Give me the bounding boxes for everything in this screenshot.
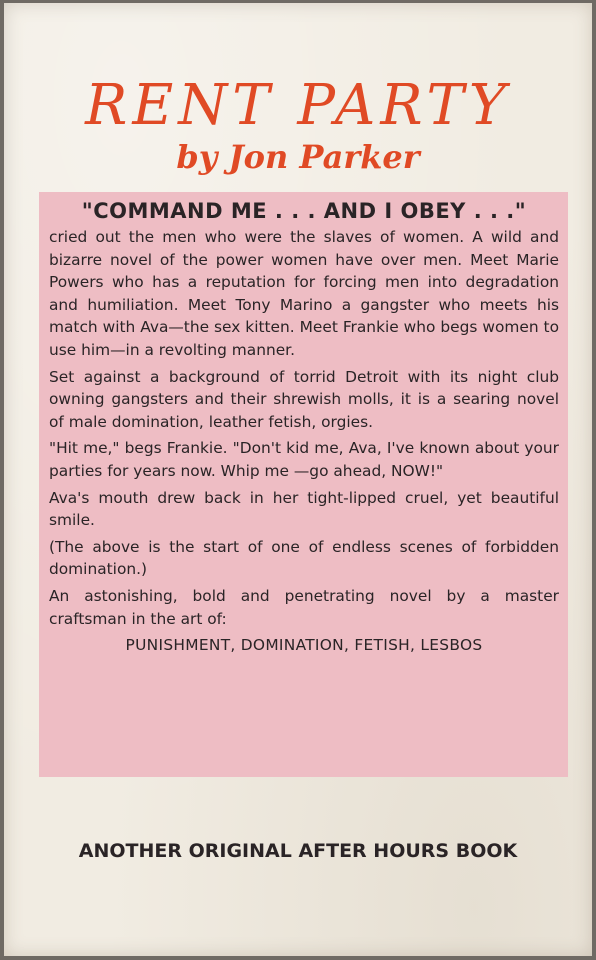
blurb-box [39,192,568,777]
blurb-paragraph: "Hit me," begs Frankie. "Don't kid me, Ava, I've known about your parties for years now. Whip me —go ahead, NOW!" [49,439,559,480]
blurb-paragraph: cried out the men who were the slaves of women. A wild and bizarre novel of the power women have over men. Meet Marie Powers who has a reputation for forcing men into degradation and humiliation. Meet Tony Marino a gangster who meets his match with Ava—the sex kitten. Meet Frankie who begs women to use him—in a revolting manner. [49,228,559,359]
book-title: RENT PARTY [85,73,511,138]
blurb-headline: "COMMAND ME . . . AND I OBEY . . ." [81,199,527,223]
blurb-paragraph: Set against a background of torrid Detroit with its night club owning gangsters and their shrewish molls, it is a searing novel of male domination, leather fetish, orgies. [49,367,559,431]
blurb-paragraph: (The above is the start of one of endless scenes of forbidden domination.) [49,537,559,579]
blurb-paragraph: An astonishing, bold and penetrating novel by a master craftsman in the art of: [49,586,559,628]
blurb-paragraph: Ava's mouth drew back in her tight-lipped cruel, yet beautiful smile. [49,488,559,530]
genre-list: PUNISHMENT, DOMINATION, FETISH, LESBOS [125,636,483,655]
publisher-tagline: ANOTHER ORIGINAL AFTER HOURS BOOK [78,840,518,862]
book-author: by Jon Parker [176,138,420,176]
